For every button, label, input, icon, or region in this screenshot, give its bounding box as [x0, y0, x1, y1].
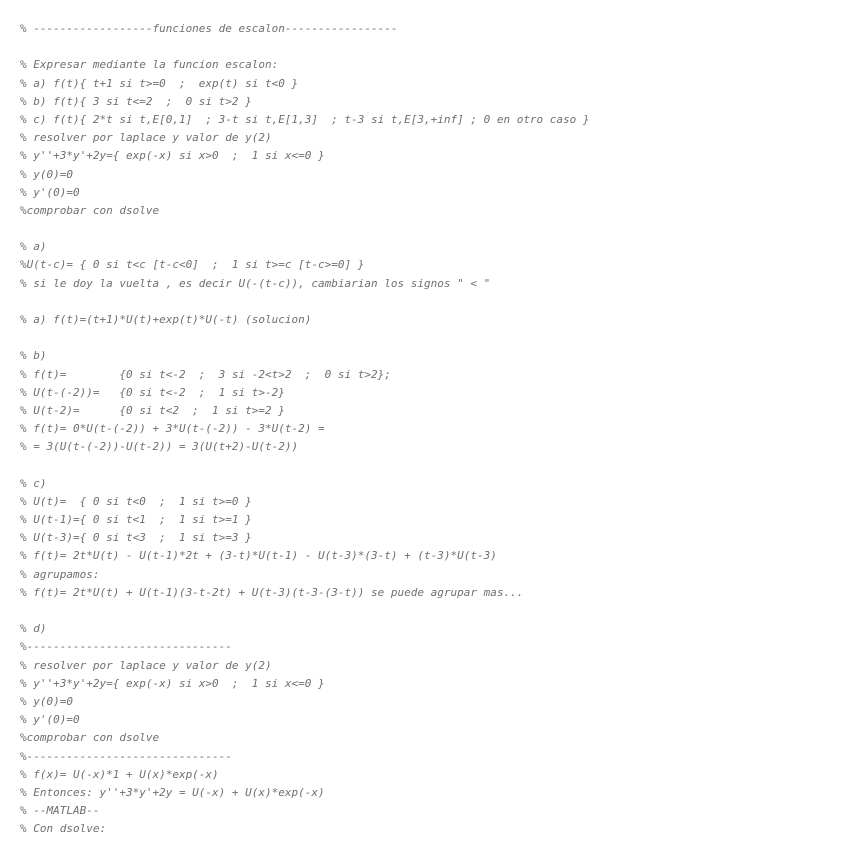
- code-line: % a) f(t){ t+1 si t>=0 ; exp(t) si t<0 }: [20, 76, 299, 90]
- code-line: %-------------------------------: [20, 640, 232, 654]
- code-line: [20, 602, 848, 620]
- code-line: % U(t-3)={ 0 si t<3 ; 1 si t>=3 }: [20, 531, 252, 545]
- code-line: % resolver por laplace y valor de y(2): [20, 658, 272, 672]
- code-line: % y(0)=0: [20, 694, 73, 708]
- code-line: % Con dsolve:: [20, 822, 107, 836]
- code-line: % Entonces: y''+3*y'+2y = U(-x) + U(x)*exp(-x): [20, 785, 325, 799]
- code-line: %U(t-c)= { 0 si t<c [t-c<0] ; 1 si t>=c [t-c>=0] }: [20, 258, 365, 272]
- code-line: % Expresar mediante la funcion escalon:: [20, 58, 279, 72]
- code-line: % = 3(U(t-(-2))-U(t-2)) = 3(U(t+2)-U(t-2)): [20, 440, 299, 454]
- code-line: % U(t-2)= {0 si t<2 ; 1 si t>=2 }: [20, 403, 285, 417]
- code-line: [20, 329, 848, 347]
- code-line: % U(t-1)={ 0 si t<1 ; 1 si t>=1 }: [20, 513, 252, 527]
- code-line: % a): [20, 240, 47, 254]
- code-line: % y''+3*y'+2y={ exp(-x) si x>0 ; 1 si x<=0 }: [20, 676, 325, 690]
- code-line: % ------------------funciones de escalon-----------------: [20, 22, 398, 35]
- code-line: % resolver por laplace y valor de y(2): [20, 131, 272, 145]
- code-line: % d): [20, 622, 47, 636]
- code-line: % b): [20, 349, 47, 363]
- code-line: % --MATLAB--: [20, 804, 100, 818]
- code-line: % si le doy la vuelta , es decir U(-(t-c)), cambiarian los signos " < ": [20, 276, 491, 290]
- code-line: % f(t)= 0*U(t-(-2)) + 3*U(t-(-2)) - 3*U(t-2) =: [20, 422, 325, 436]
- code-line: % y'(0)=0: [20, 713, 80, 727]
- code-line: %-------------------------------: [20, 749, 232, 763]
- code-line: % U(t-(-2))= {0 si t<-2 ; 1 si t>-2}: [20, 385, 285, 399]
- code-line: % y'(0)=0: [20, 185, 80, 199]
- code-line: % y''+3*y'+2y={ exp(-x) si x>0 ; 1 si x<=0 }: [20, 149, 325, 163]
- code-lines: [20, 20, 848, 838]
- code-line: % agrupamos:: [20, 567, 100, 581]
- code-line: % f(x)= U(-x)*1 + U(x)*exp(-x): [20, 767, 219, 781]
- code-line: % b) f(t){ 3 si t<=2 ; 0 si t>2 }: [20, 94, 252, 108]
- code-line: %comprobar con dsolve: [20, 203, 160, 217]
- code-line: % c): [20, 476, 47, 490]
- code-line: [20, 220, 848, 238]
- code-line: % y(0)=0: [20, 167, 73, 181]
- code-line: %comprobar con dsolve: [20, 731, 160, 745]
- code-line: % f(t)= {0 si t<-2 ; 3 si -2<t>2 ; 0 si t>2};: [20, 367, 391, 381]
- code-line: [20, 457, 848, 475]
- code-line: % c) f(t){ 2*t si t,E[0,1] ; 3-t si t,E[1,3] ; t-3 si t,E[3,+inf] ; 0 en otro caso }: [20, 112, 590, 126]
- code-line: % a) f(t)=(t+1)*U(t)+exp(t)*U(-t) (solucion): [20, 313, 312, 326]
- code-line: % U(t)= { 0 si t<0 ; 1 si t>=0 }: [20, 494, 252, 508]
- code-line: [20, 38, 848, 56]
- code-line: % f(t)= 2t*U(t) - U(t-1)*2t + (3-t)*U(t-1) - U(t-3)*(3-t) + (t-3)*U(t-3): [20, 549, 497, 563]
- code-line: [20, 293, 848, 311]
- code-line: % f(t)= 2t*U(t) + U(t-1)(3-t-2t) + U(t-3)(t-3-(3-t)) se puede agrupar mas...: [20, 585, 524, 599]
